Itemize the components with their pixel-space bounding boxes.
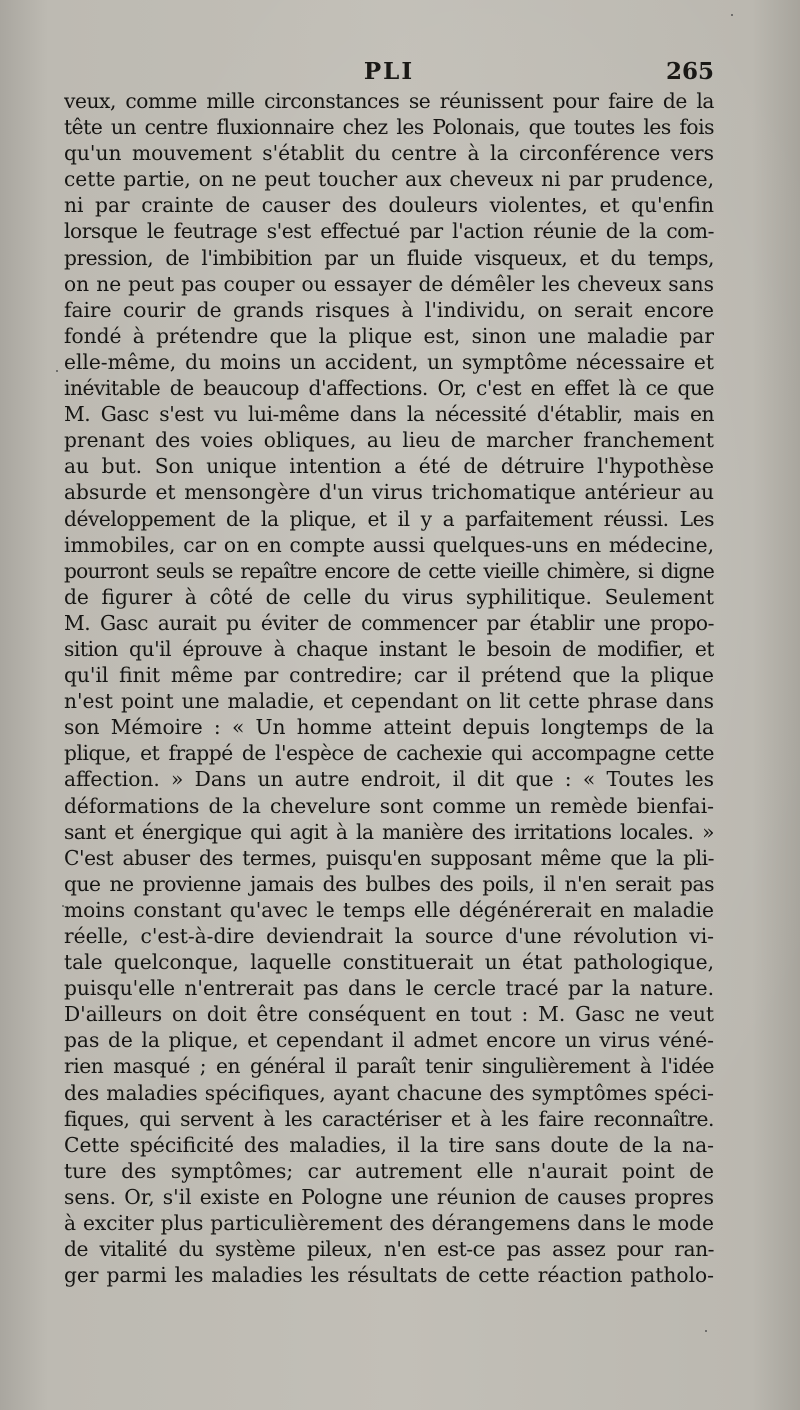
- text-line: développement de la plique, et il y a parfaitement réussi. Les: [64, 506, 714, 531]
- text-line: moins constant qu'avec le temps elle dégénérerait en maladie: [64, 897, 714, 922]
- text-line: ger parmi les maladies les résultats de cette réaction patholo-: [64, 1263, 714, 1288]
- text-line: lorsque le feutrage s'est effectué par l'action réunie de la com-: [64, 219, 714, 244]
- text-line: au but. Son unique intention a été de détruire l'hypothèse: [64, 454, 714, 479]
- text-line: elle-même, du moins un accident, un symptôme nécessaire et: [64, 349, 714, 374]
- text-line: C'est abuser des termes, puisqu'en supposant même que la pli-: [64, 845, 714, 870]
- text-line: sens. Or, s'il existe en Pologne une réunion de causes propres: [64, 1184, 714, 1209]
- text-line: déformations de la chevelure sont comme un remède bienfai-: [64, 793, 714, 818]
- body-text: [64, 88, 714, 1288]
- text-line: puisqu'elle n'entrerait pas dans le cercle tracé par la nature.: [64, 976, 714, 1001]
- text-line: Cette spécificité des maladies, il la tire sans doute de la na-: [64, 1132, 714, 1157]
- text-line: pas de la plique, et cependant il admet encore un virus véné-: [64, 1028, 714, 1053]
- text-line: de figurer à côté de celle du virus syphilitique. Seulement: [64, 584, 714, 609]
- text-line: ture des symptômes; car autrement elle n'aurait point de: [64, 1158, 714, 1183]
- text-line: rien masqué ; en général il paraît tenir singulièrement à l'idée: [64, 1054, 714, 1079]
- text-line: sition qu'il éprouve à chaque instant le besoin de modifier, et: [64, 636, 714, 661]
- running-head-title: PLI: [363, 58, 415, 85]
- text-line: réelle, c'est-à-dire deviendrait la source d'une révolution vi-: [64, 924, 714, 948]
- text-line: fiques, qui servent à les caractériser et à les faire reconnaître.: [64, 1106, 714, 1131]
- text-line: de vitalité du système pileux, n'en est-ce pas assez pour ran-: [64, 1237, 714, 1262]
- text-line: M. Gasc s'est vu lui-même dans la nécessité d'établir, mais en: [64, 402, 714, 427]
- text-line: son Mémoire : « Un homme atteint depuis longtemps de la: [64, 715, 714, 740]
- paper-speck: [705, 1330, 707, 1332]
- text-line: inévitable de beaucoup d'affections. Or, c'est en effet là ce que: [64, 376, 714, 401]
- text-line: sant et énergique qui agit à la manière des irritations locales. »: [64, 819, 714, 844]
- text-line: M. Gasc aurait pu éviter de commencer par établir une propo-: [64, 610, 714, 635]
- text-line: ni par crainte de causer des douleurs violentes, et qu'enfin: [64, 193, 714, 218]
- text-line: pourront seuls se repaître encore de cette vieille chimère, si digne: [64, 558, 714, 583]
- paper-speck: [731, 14, 733, 16]
- text-line: que ne provienne jamais des bulbes des poils, il n'en serait pas: [64, 871, 714, 896]
- text-line: faire courir de grands risques à l'individu, on serait encore: [64, 297, 714, 322]
- text-line: veux, comme mille circonstances se réunissent pour faire de la: [64, 89, 714, 113]
- text-line: immobiles, car on en compte aussi quelques-uns en médecine,: [64, 532, 714, 557]
- running-head: [64, 58, 714, 92]
- text-line: pression, de l'imbibition par un fluide visqueux, et du temps,: [64, 245, 714, 270]
- text-line: plique, et frappé de l'espèce de cachexie qui accompagne cette: [64, 741, 714, 766]
- text-line: on ne peut pas couper ou essayer de démêler les cheveux sans: [64, 271, 714, 296]
- text-line: prenant des voies obliques, au lieu de marcher franchement: [64, 428, 714, 453]
- text-line: cette partie, on ne peut toucher aux cheveux ni par prudence,: [64, 167, 714, 192]
- text-line: absurde et mensongère d'un virus trichomatique antérieur au: [64, 480, 714, 505]
- text-line: à exciter plus particulièrement des dérangemens dans le mode: [64, 1211, 714, 1236]
- text-line: qu'un mouvement s'établit du centre à la circonférence vers: [64, 141, 714, 166]
- page-number: 265: [665, 58, 714, 85]
- text-line: affection. » Dans un autre endroit, il dit que : « Toutes les: [64, 767, 714, 792]
- text-line: des maladies spécifiques, ayant chacune des symptômes spéci-: [64, 1080, 714, 1105]
- text-line: n'est point une maladie, et cependant on lit cette phrase dans: [64, 689, 714, 714]
- text-line: D'ailleurs on doit être conséquent en tout : M. Gasc ne veut: [64, 1002, 714, 1027]
- text-line: tête un centre fluxionnaire chez les Polonais, que toutes les fois: [64, 115, 714, 140]
- text-line: fondé à prétendre que la plique est, sinon une maladie par: [64, 323, 714, 348]
- paper-speck: [56, 370, 58, 372]
- text-line: qu'il finit même par contredire; car il prétend que la plique: [64, 663, 714, 688]
- paper-speck: [62, 905, 64, 907]
- text-line: tale quelconque, laquelle constituerait un état pathologique,: [64, 950, 714, 975]
